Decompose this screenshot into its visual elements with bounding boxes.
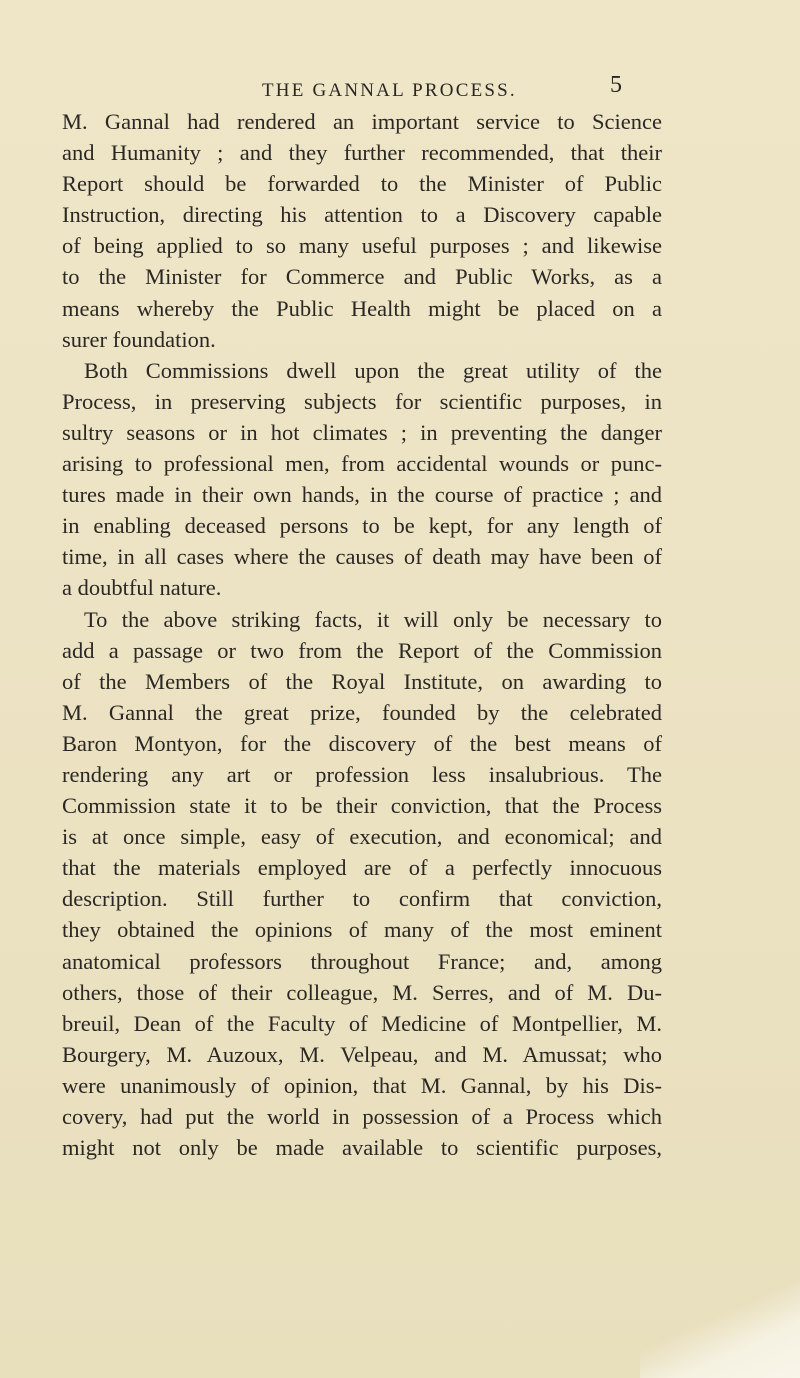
running-head: THE GANNAL PROCESS. [262,80,517,101]
text-line: time, in all cases where the causes of death may have been of [62,544,662,570]
text-line: they obtained the opinions of many of the most eminent [62,917,662,943]
text-line: surer foundation. [62,326,216,352]
text-line: M. Gannal had rendered an important service to Science [62,109,662,134]
text-line: in enabling deceased persons to be kept, for any length of [62,513,662,539]
text-line: sultry seasons or in hot climates ; in preventing the danger [62,419,662,445]
text-line: add a passage or two from the Report of the Commission [62,637,662,663]
text-line: and Humanity ; and they further recommended, that their [62,140,662,166]
page-number: 5 [610,72,622,98]
text-line: to the Minister for Commerce and Public Works, as a [62,264,662,290]
text-line: a doubtful nature. [62,575,222,601]
text-line: Instruction, directing his attention to a Discovery capable [62,202,662,228]
text-line: Commission state it to be their conviction, that the Process [62,793,662,819]
text-line: others, those of their colleague, M. Serres, and of M. Du- [62,979,662,1005]
paper-discoloration [640,1268,800,1378]
text-line: is at once simple, easy of execution, and economical; and [62,824,662,850]
text-line: that the materials employed are of a perfectly innocuous [62,855,662,881]
text-line: Baron Montyon, for the discovery of the best means of [62,730,662,756]
text-line: means whereby the Public Health might be placed on a [62,295,662,321]
text-line: of being applied to so many useful purposes ; and likewise [62,233,662,259]
text-line: rendering any art or profession less insalubrious. The [62,761,662,787]
text-line: Both Commissions dwell upon the great utility of the [84,357,662,383]
text-line: were unanimously of opinion, that M. Gannal, by his Dis- [62,1072,662,1098]
text-line: breuil, Dean of the Faculty of Medicine of Montpellier, M. [62,1010,662,1036]
text-line: might not only be made available to scientific purposes, [62,1135,662,1161]
body-text [62,106,662,1163]
text-line: Process, in preserving subjects for scientific purposes, in [62,388,662,414]
text-line: Bourgery, M. Auzoux, M. Velpeau, and M. Amussat; who [62,1041,662,1067]
text-line: anatomical professors throughout France; and, among [62,948,662,974]
text-line: of the Members of the Royal Institute, on awarding to [62,668,662,694]
text-line: Report should be forwarded to the Minister of Public [62,171,662,197]
text-line: To the above striking facts, it will only be necessary to [84,606,662,632]
text-line: description. Still further to confirm that conviction, [62,886,662,912]
text-line: M. Gannal the great prize, founded by the celebrated [62,699,662,725]
text-line: covery, had put the world in possession of a Process which [62,1104,662,1129]
text-line: arising to professional men, from accidental wounds or punc- [62,451,662,477]
text-line: tures made in their own hands, in the course of practice ; and [62,482,662,508]
